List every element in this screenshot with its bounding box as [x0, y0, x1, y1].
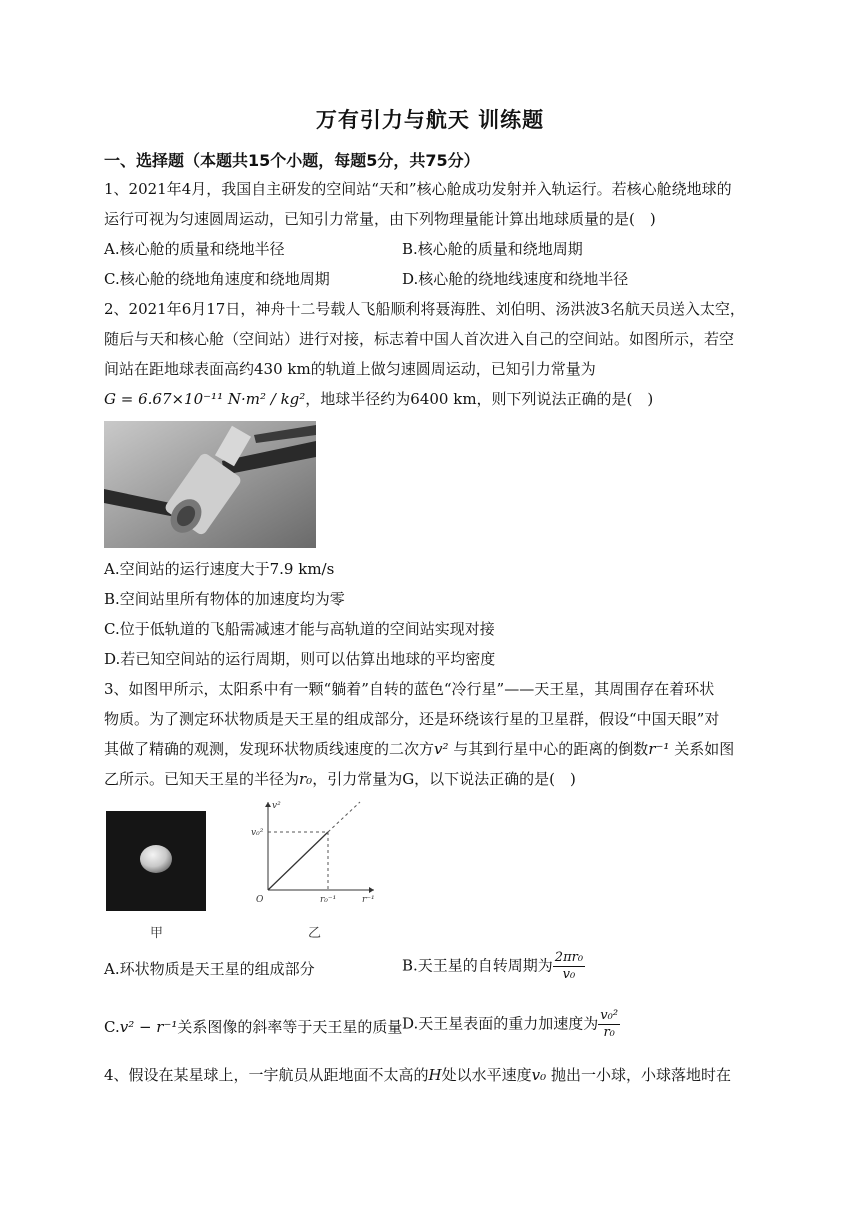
q3-line-3-part-a: 其做了精确的观测，发现环状物质线速度的二次方	[104, 740, 435, 758]
q1-line-2: 运行可视为匀速圆周运动，已知引力常量，由下列物理量能计算出地球质量的是( )	[104, 210, 656, 228]
q4-line-1-part-b: 处以水平速度	[441, 1066, 532, 1084]
caption-jia: 甲	[150, 926, 164, 941]
q2-line-3: 间站在距地球表面高约430 km的轨道上做匀速圆周运动，已知引力常量为	[104, 360, 596, 378]
q2-gravity-constant-formula: G = 6.67×10⁻¹¹ N·m² / kg²	[104, 390, 306, 408]
q3-line-1: 3、如图甲所示，太阳系中有一颗“躺着”自转的蓝色“冷行星”——天王星，其周围存在着环状	[104, 680, 715, 698]
q4-height-symbol: H	[428, 1066, 442, 1084]
q3-option-d-fraction	[598, 1008, 620, 1041]
graph-x-tick-label: r₀⁻¹	[320, 895, 337, 905]
q3-line-3-part-c: 关系如图	[674, 740, 735, 758]
graph-x-axis-label: r⁻¹	[362, 895, 375, 905]
q3-option-b-numerator: 2πr₀	[554, 950, 584, 965]
q1-option-b: B.核心舱的质量和绕地周期	[402, 240, 583, 258]
q3-option-d-denominator: r₀	[603, 1025, 615, 1040]
q2-option-b: B.空间站里所有物体的加速度均为零	[104, 590, 345, 608]
q3-option-d-numerator: v₀²	[600, 1008, 619, 1023]
q3-line-3-part-b: 与其到行星中心的距离的倒数	[453, 740, 649, 758]
caption-yi: 乙	[308, 926, 322, 941]
q3-option-c-math: v² − r⁻¹	[119, 1018, 178, 1036]
graph-origin-label: O	[256, 895, 264, 905]
graph-y-tick-label: v₀²	[251, 828, 264, 838]
q4-velocity-symbol: v₀	[531, 1066, 547, 1084]
q3-option-b-fraction	[553, 950, 585, 983]
q1-option-d: D.核心舱的绕地线速度和绕地半径	[402, 270, 629, 288]
uranus-photo	[106, 811, 206, 911]
q2-line-4	[104, 388, 754, 410]
q3-r0: r₀	[299, 770, 313, 788]
q3-line-3	[104, 738, 754, 760]
q3-option-c-text: 关系图像的斜率等于天王星的质量	[177, 1018, 403, 1036]
v2-vs-rinv-graph	[250, 798, 380, 910]
q3-option-c-prefix: C.	[104, 1018, 120, 1036]
q3-option-b-denominator: v₀	[562, 967, 576, 982]
q3-line-4	[104, 768, 754, 790]
graph-y-axis-label: v²	[272, 801, 281, 811]
q2-option-c: C.位于低轨道的飞船需减速才能与高轨道的空间站实现对接	[104, 620, 495, 638]
q1-option-c: C.核心舱的绕地角速度和绕地周期	[104, 270, 330, 288]
q2-line-2: 随后与天和核心舱（空间站）进行对接，标志着中国人首次进入自己的空间站。如图所示，若空	[104, 330, 735, 348]
q3-line-2: 物质。为了测定环状物质是天王星的组成部分，还是环绕该行星的卫星群，假设“中国天眼”对	[104, 710, 720, 728]
q3-option-d	[402, 1008, 620, 1041]
q3-option-d-text: D.天王星表面的重力加速度为	[402, 1014, 599, 1033]
q2-line-4-rest: ，地球半径约为6400 km，则下列说法正确的是( )	[305, 390, 654, 408]
q3-option-b	[402, 950, 585, 983]
q3-line-4-part-a: 乙所示。已知天王星的半径为	[104, 770, 300, 788]
q1-line-1: 1、2021年4月，我国自主研发的空间站“天和”核心舱成功发射并入轨运行。若核心舱绕地球的	[104, 180, 732, 198]
space-station-photo	[104, 421, 316, 548]
q2-line-1: 2、2021年6月17日，神舟十二号载人飞船顺利将聂海胜、刘伯明、汤洪波3名航天员送入太空，	[104, 300, 745, 318]
q4-line-1	[104, 1064, 754, 1086]
page-title: 万有引力与航天 训练题	[315, 108, 545, 132]
q3-option-a: A.环状物质是天王星的组成部分	[104, 960, 315, 978]
q3-option-b-text: B.天王星的自转周期为	[402, 956, 553, 975]
q3-r-inverse: r⁻¹	[648, 740, 670, 758]
q3-v-squared: v²	[434, 740, 449, 758]
q2-option-d: D.若已知空间站的运行周期，则可以估算出地球的平均密度	[104, 650, 496, 668]
q1-option-a: A.核心舱的质量和绕地半径	[104, 240, 285, 258]
q4-line-1-part-c: 抛出一小球，小球落地时在	[550, 1066, 731, 1084]
q4-line-1-part-a: 4、假设在某星球上，一宇航员从距地面不太高的	[104, 1066, 429, 1084]
q2-option-a: A.空间站的运行速度大于7.9 km/s	[104, 560, 335, 578]
q3-line-4-part-b: ，引力常量为G，以下说法正确的是( )	[312, 770, 576, 788]
section-heading: 一、选择题（本题共15个小题，每题5分，共75分）	[104, 151, 480, 170]
